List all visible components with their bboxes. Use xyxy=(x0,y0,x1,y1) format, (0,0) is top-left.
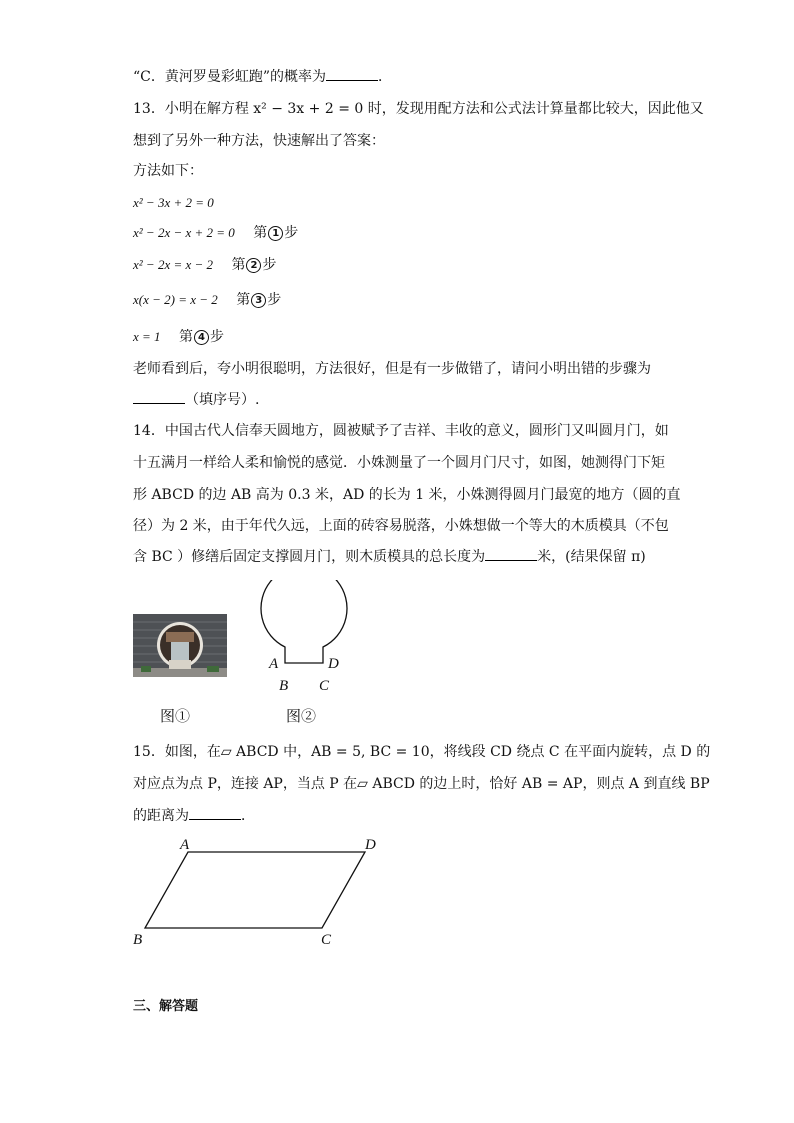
circled-number-icon: 4 xyxy=(194,330,209,345)
moon-gate-diagram xyxy=(255,580,365,695)
q13-eq-2: x² − 2x = x − 2 xyxy=(133,257,214,272)
q14-line-5b: 米，(结果保留 π) xyxy=(537,549,646,565)
q13-method-label: 方法如下： xyxy=(133,163,203,179)
q15-line-2: 对应点为点 P，连接 AP，当点 P 在▱ ABCD 的边上时，恰好 AB = AP，则点 A 到直线 BP xyxy=(133,776,710,792)
parallelogram-diagram xyxy=(125,830,385,955)
q13-eq-4: x = 1 xyxy=(133,329,161,344)
answer-blank[interactable] xyxy=(485,546,537,561)
q13-step-4-line xyxy=(133,327,224,347)
step-prefix: 第 xyxy=(236,292,251,308)
moon-gate-photo xyxy=(133,614,227,677)
q12-tail-end: ． xyxy=(378,69,393,85)
q13-eq-1: x² − 2x − x + 2 = 0 xyxy=(133,225,235,240)
q13-step-2-line xyxy=(133,255,276,275)
q14-line-2: 十五满月一样给人柔和愉悦的感觉．小姝测量了一个圆月门尺寸，如图，她测得门下矩 xyxy=(133,455,665,471)
step-suffix: 步 xyxy=(284,225,299,241)
answer-blank[interactable] xyxy=(189,805,241,820)
circled-number-icon: 2 xyxy=(246,258,261,273)
step-prefix: 第 xyxy=(253,225,268,241)
section-heading: 三、解答题 xyxy=(133,999,199,1014)
step-suffix: 步 xyxy=(210,329,224,345)
answer-blank[interactable] xyxy=(133,389,185,404)
q13-teacher-line: 老师看到后，夸小明很聪明，方法很好，但是有一步做错了，请问小明出错的步骤为 xyxy=(133,361,651,377)
q15-line-3-text: 的距离为 xyxy=(133,808,189,824)
q15-line-1: 15．如图，在▱ ABCD 中，AB = 5, BC = 10，将线段 CD 绕点 C 在平面内旋转，点 D 的 xyxy=(133,744,711,760)
q13-fill-line xyxy=(133,389,259,410)
step-suffix: 步 xyxy=(267,292,282,308)
q13-step-3-line xyxy=(133,290,281,310)
label-C: C xyxy=(321,932,332,948)
q13-line-2: 想到了另外一种方法，快速解出了答案： xyxy=(133,133,385,149)
q14-line-1: 14．中国古代人信奉天圆地方，圆被赋予了吉祥、丰收的意义，圆形门又叫圆月门，如 xyxy=(133,423,669,439)
q13-eq-3: x(x − 2) = x − 2 xyxy=(133,292,218,307)
q12-tail-line xyxy=(133,66,392,87)
circled-number-icon: 1 xyxy=(268,226,283,241)
label-A: A xyxy=(269,656,279,672)
label-D: D xyxy=(365,837,376,853)
label-B: B xyxy=(279,678,289,694)
figure-2-caption: 图② xyxy=(286,707,317,725)
step-prefix: 第 xyxy=(231,257,246,273)
q15-end: ． xyxy=(241,808,255,824)
label-A: A xyxy=(180,837,190,853)
q12-tail-text: “C．黄河罗曼彩虹跑”的概率为 xyxy=(133,69,327,85)
q15-line-3 xyxy=(133,805,255,826)
figure-1-caption: 图① xyxy=(160,707,191,725)
q14-line-4: 径）为 2 米，由于年代久远，上面的砖容易脱落，小姝想做一个等大的木质模具（不包 xyxy=(133,518,669,534)
q13-fill-suffix: （填序号）. xyxy=(185,392,260,408)
label-B: B xyxy=(133,932,143,948)
q14-line-3: 形 ABCD 的边 AB 高为 0.3 米，AD 的长为 1 米，小姝测得圆月门最宽的地方（圆的直 xyxy=(133,487,681,503)
q14-line-5a: 含 BC ）修缮后固定支撑圆月门，则木质模具的总长度为 xyxy=(133,549,486,565)
label-D: D xyxy=(328,656,339,672)
answer-blank[interactable] xyxy=(326,66,378,81)
q13-line-1: 13．小明在解方程 x² − 3x + 2 = 0 时，发现用配方法和公式法计算量都比较大，因此他又 xyxy=(133,101,704,117)
q13-step-1-line xyxy=(133,223,298,243)
q14-line-5 xyxy=(133,546,646,567)
circled-number-icon: 3 xyxy=(251,293,266,308)
step-prefix: 第 xyxy=(179,329,193,345)
q13-eq-0: x² − 3x + 2 = 0 xyxy=(133,195,214,210)
label-C: C xyxy=(319,678,330,694)
step-suffix: 步 xyxy=(262,257,277,273)
